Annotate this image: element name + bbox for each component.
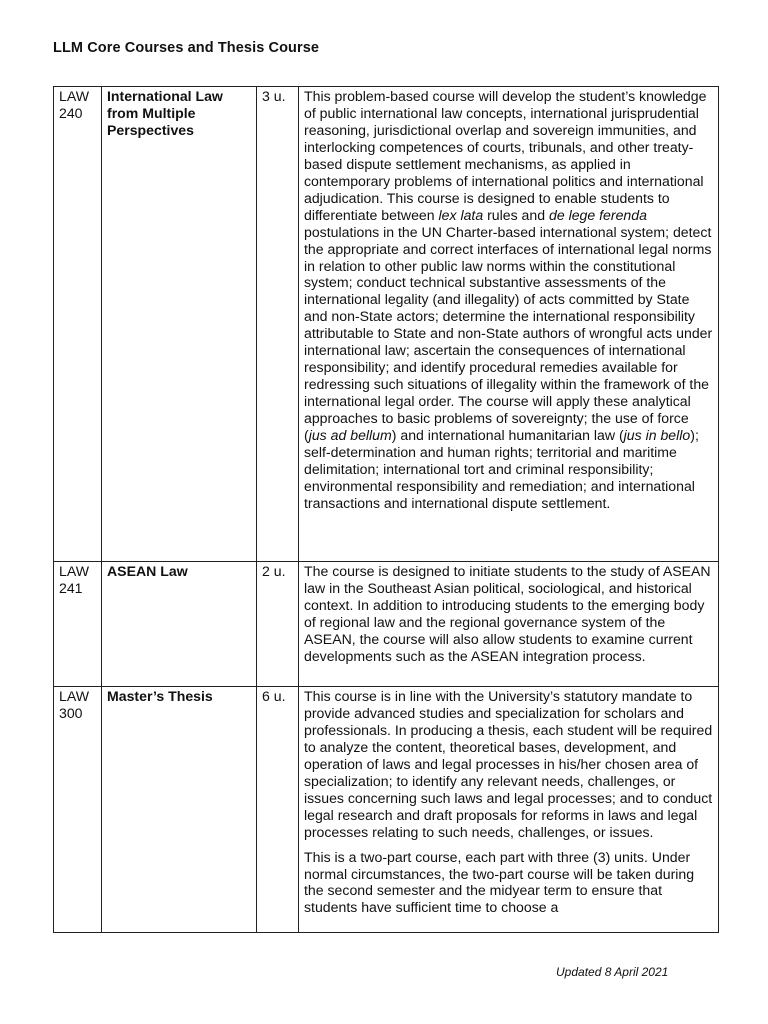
description-text: ); self-determination and human rights; territorial and maritime delimitation; international tort and criminal responsibility; environmental responsibility and remediation; and international transactions and international dispute settlement. (304, 427, 699, 511)
course-description (299, 687, 719, 933)
course-code-number: 241 (59, 579, 83, 596)
description-text: ) and international humanitarian law ( (391, 427, 624, 444)
course-units: 6 u. (257, 687, 299, 933)
course-code-number: 240 (59, 104, 83, 121)
course-title: International Law from Multiple Perspectives (102, 87, 257, 562)
course-code-prefix: LAW (59, 688, 90, 704)
course-code-prefix: LAW (59, 563, 90, 579)
course-code-prefix: LAW (59, 88, 90, 104)
description-paragraph (304, 88, 714, 512)
course-title: Master’s Thesis (102, 687, 257, 933)
course-units: 2 u. (257, 562, 299, 687)
course-title: ASEAN Law (102, 562, 257, 687)
course-description (299, 87, 719, 562)
description-italic-term: lex lata (438, 206, 484, 223)
page-title: LLM Core Courses and Thesis Course (53, 40, 320, 56)
description-text: This problem-based course will develop the student’s knowledge of public international law concepts, international jurisprudential reasoning, jurisdictional overlap and sovereign immunities, and interlocking competences of courts, tribunals, and other treaty-based dispute settlement mechanisms, as applied in contemporary problems of international politics and international adjudication. This course is designed to enable students to differentiate between (304, 88, 707, 223)
description-italic-term: jus ad bellum (308, 427, 392, 444)
description-paragraph: This is a two-part course, each part with three (3) units. Under normal circumstances, the two-part course will be taken during the second semester and the midyear term to ensure that students have sufficient time to choose a (304, 848, 695, 916)
description-italic-term: de lege ferenda (548, 206, 647, 223)
table-row (54, 687, 719, 933)
course-description (299, 562, 719, 687)
description-text: rules and (483, 206, 549, 223)
description-italic-term: jus in bello (623, 427, 691, 444)
footer-updated-date: Updated 8 April 2021 (556, 965, 669, 979)
course-code-cell (54, 687, 102, 933)
course-units: 3 u. (257, 87, 299, 562)
course-table (53, 86, 719, 933)
table-row (54, 562, 719, 687)
table-row (54, 87, 719, 562)
course-code-number: 300 (59, 704, 83, 721)
description-paragraph: This course is in line with the University’s statutory mandate to provide advanced studies and specialization for scholars and professionals. In producing a thesis, each student will be required to analyze the content, theoretical bases, development, and operation of laws and legal processes in his/her chosen area of specialization; to identify any relevant needs, challenges, or issues concerning such laws and legal processes; and to conduct legal research and draft proposals for reforms in laws and legal processes relating to such needs, challenges, or issues. (304, 688, 713, 840)
course-code-cell (54, 87, 102, 562)
course-code-cell (54, 562, 102, 687)
description-paragraph: The course is designed to initiate students to the study of ASEAN law in the Southeast Asian political, sociological, and historical context. In addition to introducing students to the emerging body of regional law and the regional governance system of the ASEAN, the course will also allow students to examine current developments such as the ASEAN integration process. (304, 563, 711, 664)
description-text: postulations in the UN Charter-based international system; detect the appropriate and correct interfaces of international legal norms in relation to other public law norms within the constitutional system; conduct technical substantive assessments of the international legality (and illegality) of acts committed by State and non-State actors; determine the international responsibility attributable to State and non-State authors of wrongful acts under international law; ascertain the consequences of international responsibility; and identify procedural remedies available for redressing such situations of illegality within the framework of the international legal order. The course will apply these analytical approaches to basic problems of sovereignty; the use of force ( (304, 223, 713, 444)
